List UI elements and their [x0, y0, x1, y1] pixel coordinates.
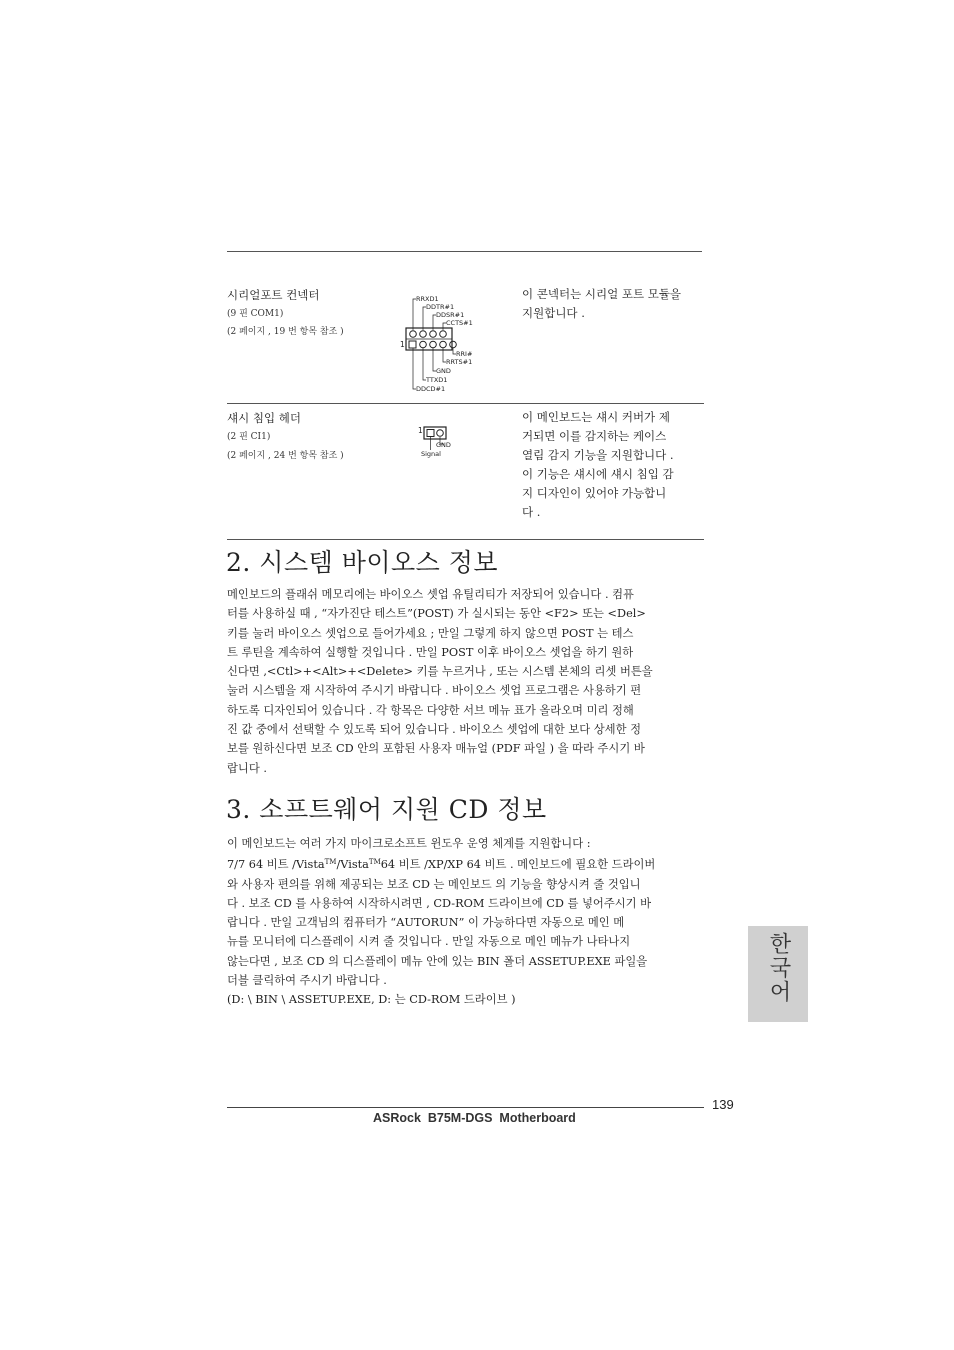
- top-rule: [227, 251, 702, 252]
- pin-label: RRI#: [456, 350, 473, 358]
- serial-connector-description: 이 콘넥터는 시리얼 포트 모듈을 지원합니다 .: [522, 287, 682, 320]
- section-3-heading: 3. 소프트웨어 지원 CD 정보: [226, 795, 547, 824]
- pin-label: TTXD1: [426, 376, 448, 384]
- serial-connector-title: 시리얼포트 컨넥터: [227, 288, 320, 302]
- pin-label: DDCD#1: [416, 385, 446, 393]
- pin-label: DDSR#1: [436, 311, 465, 319]
- section-3-body: 이 메인보드는 여러 가지 마이크로소프트 윈도우 운영 체계를 지원합니다 : 7/7 64 비트 /Vista™/Vista™64 비트 /XP/XP 64 비트 . 메인보드에 필요한 드라이버 와 사용자 편의를 위해 제공되는 보조 CD 는 메인보드 의 기능을 향상시켜 줄 것입니 다 . 보조 CD 를 사용하여 시작하시려면 , CD-ROM 드라이브에 CD 를 넣어주시기 바 랍니다 . 만일 고객님의 컴퓨터가 “AUTORUN” 이 가능하다면 자동으로 메인 메 뉴를 모니터에 디스플레이 시켜 줄 것입니다 . 만일 자동으로 메인 메뉴가 나타나지 않는다면 , 보조 CD 의 디스플레이 메뉴 안에 있는 BIN 폴더 ASSETUP.EXE 파일을 더블 클릭하여 주시기 바랍니다 . (D: \ BIN \ ASSETUP.EXE, D: 는 CD-ROM 드라이브 ): [227, 834, 705, 1010]
- pin-label: GND: [436, 367, 451, 375]
- chassis-header-pins: (2 핀 CI1): [227, 432, 271, 442]
- pin-label: RRTS#1: [446, 358, 473, 366]
- pin-label: Signal: [421, 450, 441, 458]
- pin-label: RRXD1: [416, 295, 439, 303]
- pin-label: DDTR#1: [426, 303, 455, 311]
- section-2-heading: 2. 시스템 바이오스 정보: [226, 548, 499, 577]
- row-divider: [227, 403, 704, 404]
- os-support-line: 7/7 64 비트 /Vista™/Vista™64 비트 /XP/XP 64 비트 . 메인보드에 필요한 드라이버: [227, 858, 656, 872]
- pin-label: 1: [418, 426, 423, 435]
- serial-port-diagram: [398, 294, 488, 398]
- footer-title: ASRock B75M-DGS Motherboard: [373, 1111, 576, 1125]
- pin-label: CCTS#1: [446, 319, 473, 327]
- chassis-header-description: 이 메인보드는 섀시 커버가 제 거되면 이를 감지하는 케이스 열림 감지 기능을 지원합니다 . 이 기능은 섀시에 섀시 침입 감 지 디자인이 있어야 가능합니 다 .: [522, 410, 674, 519]
- language-tab-label: 한국어: [766, 932, 791, 1004]
- section-2-body: 메인보드의 플래쉬 메모리에는 바이오스 셋업 유틸리티가 저장되어 있습니다 . 컴퓨 터를 사용하실 때 , “자가진단 테스트”(POST) 가 실시되는 동안 <F2> 또는 <Del> 키를 눌러 바이오스 셋업으로 들어가세요 ; 만일 그렇게 하지 않으면 POST 는 테스 트 루틴을 계속하여 실행할 것입니다 . 만일 POST 이후 바이오스 셋업을 하기 원하 신다면 ,<Ctl>+<Alt>+<Delete> 키를 누르거나 , 또는 시스템 본체의 리셋 버튼을 눌러 시스템을 재 시작하여 주시기 바랍니다 . 바이오스 셋업 프로그램은 사용하기 편 하도록 디자인되어 있습니다 . 각 항목은 다양한 서브 메뉴 표가 올라오며 미리 정해 진 값 중에서 선택할 수 있도록 되어 있습니다 . 바이오스 셋업에 대한 보다 상세한 정 보를 원하신다면 보조 CD 안의 포함된 사용자 매뉴얼 (PDF 파일 ) 을 따라 주시기 바 랍니다 .: [227, 588, 653, 775]
- page-number: 139: [712, 1097, 734, 1112]
- row-divider: [227, 539, 704, 540]
- serial-connector-ref: (2 페이지 , 19 번 항목 참조 ): [227, 327, 344, 337]
- pin-label: 1: [400, 340, 405, 349]
- language-tab: [748, 926, 808, 1022]
- serial-connector-pins: (9 핀 COM1): [227, 309, 284, 319]
- pin-label: GND: [436, 441, 451, 449]
- footer-rule: [227, 1107, 704, 1108]
- chassis-header-ref: (2 페이지 , 24 번 항목 참조 ): [227, 451, 344, 461]
- chassis-header-title: 섀시 침입 헤더: [227, 411, 301, 425]
- chassis-header-diagram: [416, 422, 466, 462]
